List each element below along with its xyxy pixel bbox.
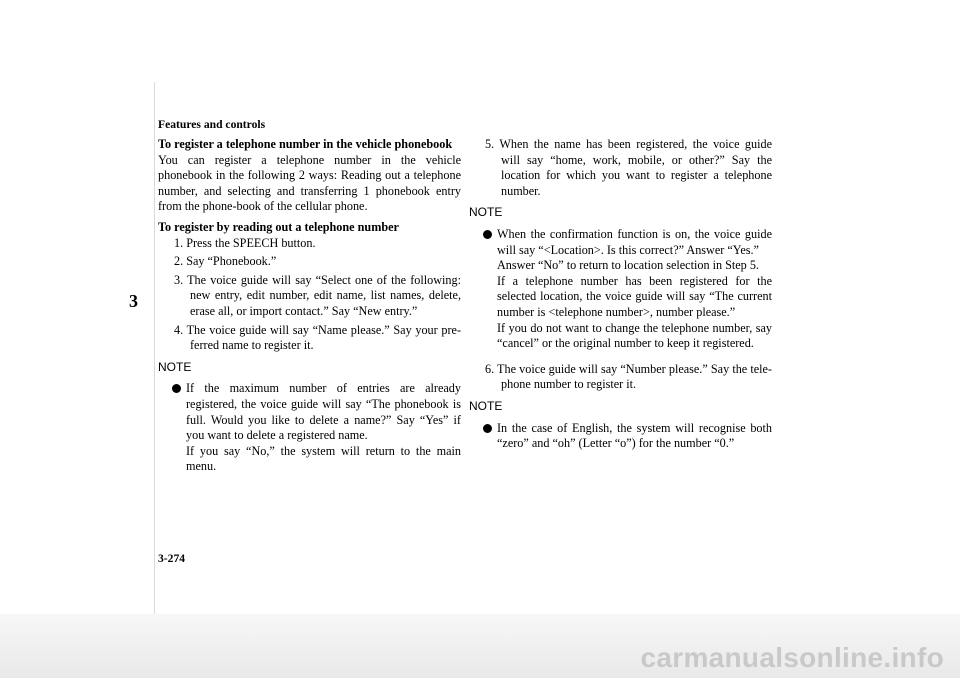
steps-list: [174, 236, 461, 354]
note-line: In the case of English, the system will recognise both “zero” and “oh” (Letter “o”) for the number “0.”: [497, 420, 772, 451]
note-label: NOTE: [469, 205, 503, 220]
step-1: 1. Press the SPEECH button.: [174, 235, 316, 250]
note-line: Answer “No” to return to location selection in Step 5.: [497, 258, 759, 273]
note-line: If you say “No,” the system will return to the main menu.: [186, 443, 461, 474]
bullet-icon: [483, 424, 492, 433]
note-bullet: [485, 421, 772, 452]
section-title-block: [158, 137, 461, 215]
section-header: Features and controls: [158, 118, 266, 131]
note-line: If the maximum number of entries are already registered, the voice guide will say “The phonebook is full. Would you like to delete a name?” Say “Yes” if you want to delete a registered name.: [186, 381, 461, 443]
intro-text: You can register a telephone number in the vehicle phonebook in the following 2 ways: Reading out a telephone number, and selecting and transferring 1 phonebook entry from the phone-book of the cellular phone.: [158, 152, 461, 214]
chapter-number: 3: [129, 291, 138, 311]
right-column: [469, 137, 772, 454]
note-bullet: [485, 227, 772, 352]
subheading: To register by reading out a telephone number: [158, 219, 399, 234]
note-label: NOTE: [158, 359, 192, 374]
note-line: If a telephone number has been registered for the selected location, the voice guide will say “The current number is <telephone number>, number please.”: [497, 273, 772, 319]
step-3: 3. The voice guide will say “Select one of the following: new entry, edit number, edit name, list names, delete, erase all, or import contact.” Say “New entry.”: [174, 272, 461, 318]
note-line: When the confirmation function is on, the voice guide will say “<Location>. Is this correct?” Answer “Yes.”: [497, 226, 772, 257]
section-title: To register a telephone number in the vehicle phonebook: [158, 137, 453, 151]
step-2: 2. Say “Phonebook.”: [174, 254, 277, 269]
bullet-icon: [172, 384, 181, 393]
step-4: 4. The voice guide will say “Name please.” Say your pre-ferred name to register it.: [174, 322, 461, 353]
step-6: 6. The voice guide will say “Number please.” Say the tele-phone number to register it.: [485, 361, 772, 392]
note-label: NOTE: [469, 398, 503, 413]
note-line: If you do not want to change the telephone number, say “cancel” or the original number to keep it registered.: [497, 320, 772, 351]
left-column: [158, 137, 461, 477]
note-bullet: [174, 381, 461, 475]
chapter-tab: [124, 82, 155, 624]
watermark-text: carmanualsonline.info: [640, 642, 944, 674]
bullet-icon: [483, 230, 492, 239]
step-5: 5. When the name has been registered, the voice guide will say “home, work, mobile, or other?” Say the location for which you want to register a telephone number.: [485, 137, 772, 198]
page-number: 3-274: [158, 552, 186, 565]
